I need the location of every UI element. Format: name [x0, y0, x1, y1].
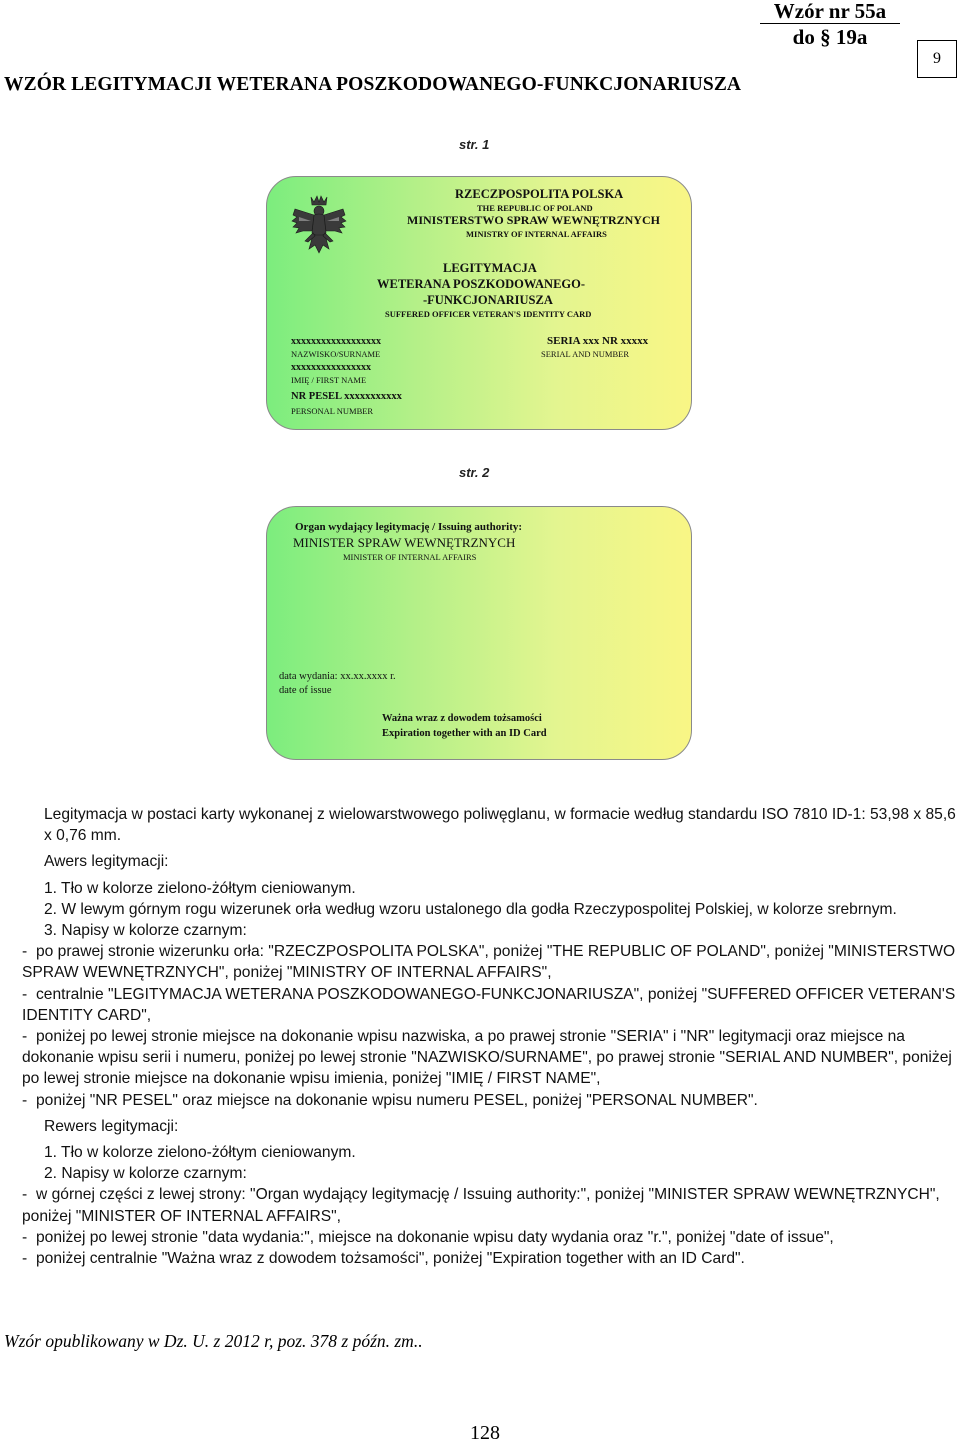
- card-authority-pl: MINISTER SPRAW WEWNĘTRZNYCH: [293, 535, 516, 550]
- eagle-emblem-icon: [289, 193, 349, 257]
- awers-dash-4: - poniżej "NR PESEL" oraz miejsce na dokonanie wpisu numeru PESEL, poniżej "PERSONAL NUMBER".: [22, 1091, 758, 1109]
- publication-note: Wzór opublikowany w Dz. U. z 2012 r, poz. 378 z późn. zm..: [4, 1331, 423, 1351]
- awers-dash-2: - centralnie "LEGITYMACJA WETERANA POSZKODOWANEGO-FUNKCJONARIUSZA", poniżej "SUFFERED OFFICER VETERAN'S IDENTITY CARD",: [22, 985, 956, 1024]
- card-title-en: SUFFERED OFFICER VETERAN'S IDENTITY CARD: [385, 309, 592, 319]
- card-valid-pl: Ważna wraz z dowodem tożsamości: [382, 713, 542, 724]
- card-valid-en: Expiration together with an ID Card: [382, 728, 547, 739]
- paragraph-reference: do § 19a: [792, 25, 868, 49]
- rewers-dash-2: - poniżej po lewej stronie "data wydania:", miejsce na dokonanie wpisu daty wydania oraz "r.", poniżej "date of issue",: [22, 1228, 834, 1246]
- awers-dash-3: - poniżej po lewej stronie miejsce na dokonanie wpisu nazwiska, a po prawej stronie "SERIA" i "NR" legitymacji oraz miejsce na dokonanie wpisu serii i numeru, poniżej po lewej stronie "NAZWISKO/SURNAME", po prawej stronie "SERIAL AND NUMBER", poniżej po lewej stronie miejsce na dokonanie wpisu imienia, poniżej "IMIĘ / FIRST NAME",: [22, 1028, 952, 1088]
- description-text: [22, 804, 958, 1269]
- card-name-label: IMIĘ / FIRST NAME: [291, 375, 367, 385]
- awers-heading: Awers legitymacji:: [44, 853, 169, 871]
- card-issue-date: data wydania: xx.xx.xxxx r.: [279, 671, 396, 682]
- page-number: 128: [470, 1422, 500, 1444]
- card-back-page-label: str. 2: [459, 465, 490, 480]
- card-surname-value: xxxxxxxxxxxxxxxxxx: [291, 336, 381, 347]
- card-title-3: -FUNKCJONARIUSZA: [423, 293, 553, 307]
- card-issue-date-en: date of issue: [279, 685, 332, 696]
- form-number: Wzór nr 55a: [760, 0, 900, 24]
- card-serial-label: SERIAL AND NUMBER: [541, 349, 629, 359]
- rewers-dash-3: - poniżej centralnie "Ważna wraz z dowodem tożsamości", poniżej "Expiration together with an ID Card".: [22, 1250, 745, 1268]
- awers-dash-1: - po prawej stronie wizerunku orła: "RZECZPOSPOLITA POLSKA", poniżej "THE REPUBLIC OF POLAND", poniżej "MINISTERSTWO SPRAW WEWNĘTRZNYCH", poniżej "MINISTRY OF INTERNAL AFFAIRS",: [22, 943, 956, 982]
- card-pesel-label: PERSONAL NUMBER: [291, 406, 374, 416]
- card-front: [266, 176, 692, 430]
- card-name-value: xxxxxxxxxxxxxxxx: [291, 362, 371, 373]
- awers-item-3: 3. Napisy w kolorze czarnym:: [44, 922, 247, 940]
- page-box: 9: [917, 40, 957, 78]
- card-country-pl: RZECZPOSPOLITA POLSKA: [455, 187, 624, 201]
- card-front-page-label: str. 1: [459, 137, 490, 152]
- card-authority-en: MINISTER OF INTERNAL AFFAIRS: [343, 552, 477, 562]
- card-country-en: THE REPUBLIC OF POLAND: [477, 203, 593, 213]
- card-title-1: LEGITYMACJA: [443, 261, 537, 275]
- card-title-2: WETERANA POSZKODOWANEGO-: [377, 277, 586, 291]
- rewers-item-1: 1. Tło w kolorze zielono-żółtym cieniowanym.: [44, 1144, 356, 1162]
- rewers-item-2: 2. Napisy w kolorze czarnym:: [44, 1165, 247, 1183]
- awers-item-1: 1. Tło w kolorze zielono-żółtym cieniowanym.: [44, 879, 356, 897]
- awers-item-2: 2. W lewym górnym rogu wizerunek orła według wzoru ustalonego dla godła Rzeczypospolitej Polskiej, w kolorze srebrnym.: [44, 900, 897, 918]
- card-authority-label: Organ wydający legitymację / Issuing authority:: [295, 521, 523, 533]
- card-surname-label: NAZWISKO/SURNAME: [291, 349, 381, 359]
- card-ministry-en: MINISTRY OF INTERNAL AFFAIRS: [466, 229, 607, 239]
- card-serial-value: SERIA xxx NR xxxxx: [547, 335, 649, 347]
- card-back: [266, 506, 692, 760]
- card-pesel-value: NR PESEL xxxxxxxxxxx: [291, 391, 402, 402]
- page-title: WZÓR LEGITYMACJI WETERANA POSZKODOWANEGO-FUNKCJONARIUSZA: [4, 74, 742, 95]
- intro-paragraph: Legitymacja w postaci karty wykonanej z wielowarstwowego poliwęglanu, w formacie według standardu ISO 7810 ID-1: 53,98 x 85,6 x 0,76 mm.: [44, 806, 956, 845]
- card-ministry-pl: MINISTERSTWO SPRAW WEWNĘTRZNYCH: [407, 213, 660, 227]
- rewers-heading: Rewers legitymacji:: [44, 1117, 179, 1135]
- rewers-dash-1: - w górnej części z lewej strony: "Organ wydający legitymację / Issuing authority:", poniżej "MINISTER SPRAW WEWNĘTRZNYCH", poniżej "MINISTER OF INTERNAL AFFAIRS",: [22, 1186, 940, 1225]
